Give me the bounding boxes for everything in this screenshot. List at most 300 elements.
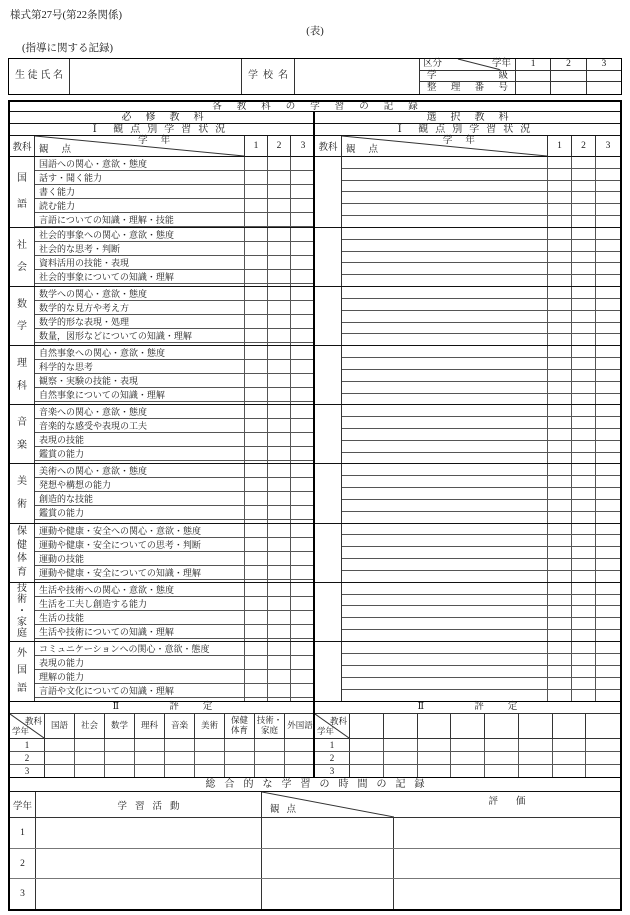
subject-label: 教科	[24, 716, 42, 726]
viewpoint-row	[342, 524, 620, 536]
grade-cell	[596, 252, 620, 263]
viewpoint-cell: 数量，図形などについての知識・理解	[35, 329, 245, 342]
grade-cell	[291, 228, 315, 241]
grade-cell	[572, 618, 596, 629]
viewpoint-cell: 音楽的な感受や表現の工夫	[35, 419, 245, 432]
activity-cell	[36, 849, 262, 879]
viewpoint-rows	[342, 287, 620, 345]
grade-cell	[245, 213, 268, 226]
grade-cell	[548, 488, 572, 499]
viewpoint-cell	[342, 358, 548, 369]
grade-cell	[418, 739, 452, 751]
viewpoint-cell	[262, 818, 394, 848]
grade-cell	[572, 346, 596, 357]
grade-cell	[418, 752, 452, 764]
grade-cell	[268, 360, 291, 373]
section1-header-elective: Ⅰ 観点別学習状況	[315, 124, 620, 136]
viewpoint-row	[342, 500, 620, 512]
hyotei-subject-header: 保健 体育	[225, 714, 255, 738]
evaluation-col-header: 評価	[488, 797, 544, 807]
grade-cell	[548, 299, 572, 310]
hyotei-subject-header: 外国語	[287, 720, 313, 731]
grade-cell	[572, 654, 596, 665]
grade-cell	[596, 216, 620, 227]
hyotei-subject-header	[384, 714, 418, 738]
grade-cell	[291, 343, 315, 345]
grade-cell	[596, 417, 620, 428]
viewpoint-row	[35, 346, 315, 360]
grade-cell	[596, 630, 620, 641]
grade-cell	[553, 752, 587, 764]
viewpoint-cell	[342, 192, 548, 203]
viewpoint-cell	[342, 157, 548, 168]
viewpoint-cell	[342, 216, 548, 227]
viewpoint-cell: 社会的な思考・判断	[35, 242, 245, 255]
viewpoint-row	[342, 690, 620, 701]
viewpoint-row	[342, 429, 620, 441]
viewpoint-cell	[342, 441, 548, 452]
grade-cell	[268, 580, 291, 582]
grade-cell	[245, 520, 268, 522]
year-3-col-header: 3	[291, 136, 315, 157]
year-cell: 2	[10, 752, 45, 764]
viewpoint-cell	[342, 476, 548, 487]
viewpoint-row	[342, 559, 620, 571]
grade-cell	[548, 690, 572, 701]
subject-block	[315, 346, 620, 405]
grade-cell	[596, 405, 620, 416]
grade-cell	[548, 275, 572, 286]
viewpoint-row	[342, 334, 620, 345]
year-label: 学年	[317, 726, 335, 736]
viewpoint-cell: 運動や健康・安全についての知識・理解	[35, 566, 245, 579]
grade-cell	[596, 583, 620, 594]
grade-cell	[245, 171, 268, 184]
elective-observation-table	[315, 157, 620, 701]
evaluation-cell	[394, 879, 620, 909]
grade-cell	[548, 370, 572, 381]
grade-cell	[268, 157, 291, 170]
viewpoint-cell: 資料活用の技能・表現	[35, 256, 245, 269]
section1-header-required: Ⅰ 観点別学習状況	[10, 124, 315, 136]
grade-cell	[596, 204, 620, 215]
viewpoint-row	[342, 464, 620, 476]
grade-cell	[195, 739, 225, 751]
viewpoint-row	[342, 228, 620, 240]
evaluation-cell	[394, 849, 620, 879]
grade-cell	[268, 597, 291, 610]
grade-cell	[596, 595, 620, 606]
grade-cell	[572, 559, 596, 570]
grade-cell	[268, 270, 291, 283]
grade-cell	[165, 752, 195, 764]
grade-cell	[245, 343, 268, 345]
class-field	[515, 71, 550, 83]
class-field	[550, 71, 585, 83]
year-label: 学年	[491, 59, 511, 69]
hyotei-subject-header	[485, 714, 519, 738]
grade-cell	[245, 270, 268, 283]
required-observation-table	[10, 157, 315, 701]
grade-cell	[268, 566, 291, 579]
viewpoint-cell	[35, 461, 245, 463]
viewpoint-row	[35, 256, 315, 270]
grade-cell	[572, 358, 596, 369]
grade-cell	[596, 346, 620, 357]
grade-cell	[268, 642, 291, 655]
grade-cell	[596, 394, 620, 405]
year-2-col-header: 2	[268, 136, 291, 157]
grade-cell	[548, 464, 572, 475]
hyotei-subject-header	[451, 714, 485, 738]
viewpoint-cell: 表現の技能	[35, 433, 245, 446]
grade-cell	[548, 559, 572, 570]
grade-cell	[572, 630, 596, 641]
grade-cell	[291, 611, 315, 624]
viewpoint-cell: 運動や健康・安全への関心・意欲・態度	[35, 524, 245, 537]
subject-block	[10, 583, 315, 642]
grade-cell	[548, 666, 572, 677]
grade-cell	[548, 382, 572, 393]
viewpoint-cell: 表現の能力	[35, 656, 245, 669]
grade-cell	[548, 181, 572, 192]
grade-cell	[596, 240, 620, 251]
grade-cell	[245, 524, 268, 537]
grade-cell	[596, 488, 620, 499]
grade-cell	[268, 185, 291, 198]
viewpoint-cell	[342, 571, 548, 582]
subject-name	[315, 346, 342, 404]
viewpoint-cell: 言語についての知識・理解・技能	[35, 213, 245, 226]
grade-cell	[596, 512, 620, 523]
activity-cell	[36, 818, 262, 848]
grade-cell	[291, 642, 315, 655]
grade-cell	[572, 192, 596, 203]
viewpoint-cell	[342, 204, 548, 215]
hyotei-subject-header	[553, 714, 587, 738]
grade-cell	[548, 394, 572, 405]
grade-cell	[572, 583, 596, 594]
grade-cell	[291, 256, 315, 269]
viewpoint-rows	[342, 346, 620, 404]
viewpoint-cell	[342, 642, 548, 653]
viewpoint-cell	[342, 606, 548, 617]
viewpoint-row	[35, 185, 315, 199]
grade-cell	[245, 242, 268, 255]
grade-cell	[572, 678, 596, 689]
grade-cell	[291, 185, 315, 198]
grade-cell	[291, 419, 315, 432]
subject-name: 社 会	[10, 228, 35, 286]
grade-cell	[268, 213, 291, 226]
grade-cell	[268, 228, 291, 241]
elective-hyotei-table	[315, 701, 620, 777]
subject-year-header	[315, 714, 350, 738]
viewpoint-row	[342, 595, 620, 607]
grade-cell	[268, 199, 291, 212]
grade-cell	[291, 447, 315, 460]
viewpoint-cell: 創造的な技能	[35, 492, 245, 505]
viewpoint-rows	[35, 405, 315, 463]
integrated-row	[10, 879, 620, 909]
viewpoint-row	[342, 346, 620, 358]
viewpoint-row	[342, 311, 620, 323]
viewpoint-row	[35, 520, 315, 522]
grade-cell	[572, 240, 596, 251]
record-title: (指導に関する記録)	[22, 43, 113, 54]
grade-cell	[291, 346, 315, 359]
evaluation-cell	[394, 818, 620, 848]
year-3-col-header: 3	[596, 136, 620, 157]
grade-cell	[268, 433, 291, 446]
grade-cell	[268, 256, 291, 269]
serial-number-field	[586, 82, 621, 94]
year-col-header: 学年	[10, 792, 36, 817]
grade-cell	[268, 625, 291, 638]
grade-cell	[268, 374, 291, 387]
grade-cell	[572, 547, 596, 558]
grade-cell	[596, 571, 620, 582]
viewpoint-row	[342, 394, 620, 405]
grade-cell	[245, 199, 268, 212]
viewpoint-rows	[35, 583, 315, 641]
subject-name: 保 健 体 育	[10, 524, 35, 582]
grade-cell	[548, 346, 572, 357]
viewpoint-row	[35, 301, 315, 315]
viewpoint-cell: 自然事象への関心・意欲・態度	[35, 346, 245, 359]
grade-cell	[245, 597, 268, 610]
viewpoint-cell: 生活の技能	[35, 611, 245, 624]
required-subjects-header: 必修教科	[10, 112, 315, 124]
viewpoint-cell	[35, 520, 245, 522]
grade-cell	[596, 535, 620, 546]
viewpoint-row	[35, 478, 315, 492]
integrated-study-table	[10, 792, 620, 909]
grade-cell	[245, 287, 268, 300]
grade-cell	[285, 739, 315, 751]
grade-cell	[548, 571, 572, 582]
division-year-header	[420, 59, 515, 71]
grade-cell	[245, 185, 268, 198]
viewpoint-row	[35, 461, 315, 463]
grade-cell	[291, 171, 315, 184]
viewpoint-row	[35, 656, 315, 670]
year-cell: 3	[10, 879, 36, 909]
grade-cell	[291, 492, 315, 505]
grade-cell	[291, 520, 315, 522]
grade-cell	[291, 213, 315, 226]
viewpoint-cell	[342, 370, 548, 381]
hyotei-subject-header	[350, 714, 384, 738]
viewpoint-cell	[262, 879, 394, 909]
subject-name	[315, 642, 342, 701]
grade-cell	[268, 242, 291, 255]
hyotei-title: Ⅱ 評定	[10, 702, 315, 714]
viewpoint-cell	[342, 275, 548, 286]
viewpoint-rows	[35, 524, 315, 582]
viewpoint-cell	[342, 512, 548, 523]
year-label: 学年	[442, 136, 488, 146]
grade-cell	[548, 405, 572, 416]
grade-cell	[596, 500, 620, 511]
viewpoint-row	[342, 535, 620, 547]
serial-number-field	[550, 82, 585, 94]
year-3-header: 3	[586, 59, 621, 71]
viewpoint-cell	[342, 287, 548, 298]
grade-cell	[572, 334, 596, 345]
viewpoint-row	[35, 157, 315, 171]
grade-cell	[596, 157, 620, 168]
viewpoint-cell	[342, 263, 548, 274]
grade-cell	[291, 552, 315, 565]
grade-cell	[572, 453, 596, 464]
viewpoint-row	[35, 199, 315, 213]
grade-cell	[485, 752, 519, 764]
school-name-label: 学校名	[242, 59, 295, 94]
year-cell: 1	[10, 739, 45, 751]
viewpoint-rows	[342, 464, 620, 522]
year-cell: 3	[315, 765, 350, 778]
viewpoint-row	[342, 453, 620, 464]
grade-cell	[245, 228, 268, 241]
grade-cell	[105, 739, 135, 751]
viewpoint-label: 観点	[346, 145, 392, 155]
hyotei-subject-header	[519, 714, 553, 738]
grade-cell	[572, 476, 596, 487]
grade-cell	[596, 228, 620, 239]
grade-cell	[596, 429, 620, 440]
activity-col-header: 学習活動	[36, 792, 262, 817]
grade-cell	[548, 547, 572, 558]
grade-cell	[245, 419, 268, 432]
viewpoint-row	[342, 382, 620, 394]
viewpoint-row	[35, 213, 315, 227]
grade-cell	[245, 670, 268, 683]
hyotei-title: Ⅱ 評定	[315, 702, 620, 714]
grade-cell	[596, 311, 620, 322]
grade-cell	[245, 301, 268, 314]
viewpoint-cell: 観察・実験の技能・表現	[35, 374, 245, 387]
grade-cell	[245, 611, 268, 624]
hyotei-year-row	[10, 752, 315, 765]
subject-block	[10, 524, 315, 583]
grade-cell	[596, 559, 620, 570]
grade-cell	[135, 752, 165, 764]
grade-cell	[572, 464, 596, 475]
year-cell: 2	[10, 849, 36, 879]
grade-cell	[268, 478, 291, 491]
viewpoint-row	[342, 666, 620, 678]
grade-cell	[572, 311, 596, 322]
grade-cell	[245, 639, 268, 641]
grade-cell	[548, 429, 572, 440]
grade-cell	[596, 547, 620, 558]
viewpoint-row	[35, 639, 315, 641]
grade-cell	[596, 606, 620, 617]
grade-cell	[268, 684, 291, 697]
viewpoint-row	[342, 204, 620, 216]
grade-cell	[291, 656, 315, 669]
viewpoint-cell	[342, 535, 548, 546]
subject-block	[315, 642, 620, 701]
grade-cell	[572, 216, 596, 227]
grade-cell	[291, 360, 315, 373]
grade-cell	[225, 752, 255, 764]
grade-cell	[291, 583, 315, 596]
grade-cell	[268, 346, 291, 359]
viewpoint-cell	[342, 618, 548, 629]
hyotei-year-row	[315, 739, 620, 752]
grade-cell	[596, 370, 620, 381]
subject-block	[10, 642, 315, 701]
viewpoint-cell: 数学への関心・意欲・態度	[35, 287, 245, 300]
hyotei-subject-header: 理科	[135, 714, 165, 738]
viewpoint-cell	[342, 252, 548, 263]
subject-col-header: 教科	[315, 136, 342, 157]
grade-cell	[548, 595, 572, 606]
grade-cell	[45, 739, 75, 751]
grade-cell	[268, 524, 291, 537]
subject-block	[315, 583, 620, 642]
grade-cell	[291, 388, 315, 401]
grade-cell	[245, 580, 268, 582]
grade-cell	[596, 287, 620, 298]
integrated-row	[10, 818, 620, 849]
grade-cell	[268, 656, 291, 669]
grade-cell	[572, 417, 596, 428]
grade-cell	[245, 506, 268, 519]
viewpoint-cell: 社会的事象についての知識・理解	[35, 270, 245, 283]
grade-cell	[245, 538, 268, 551]
viewpoint-row	[342, 642, 620, 654]
grade-cell	[548, 524, 572, 535]
subject-name	[315, 405, 342, 463]
grade-cell	[548, 583, 572, 594]
subject-block	[10, 405, 315, 464]
grade-cell	[291, 464, 315, 477]
grade-cell	[268, 464, 291, 477]
grade-cell	[548, 169, 572, 180]
viewpoint-cell: 言語や文化についての知識・理解	[35, 684, 245, 697]
viewpoint-cell: 美術への関心・意欲・態度	[35, 464, 245, 477]
grade-cell	[572, 666, 596, 677]
viewpoint-cell	[342, 453, 548, 464]
viewpoint-row	[342, 476, 620, 488]
viewpoint-rows	[35, 228, 315, 286]
grade-cell	[596, 476, 620, 487]
viewpoint-cell	[35, 402, 245, 404]
activity-cell	[36, 879, 262, 909]
viewpoint-row	[35, 402, 315, 404]
viewpoint-cell	[342, 500, 548, 511]
grade-cell	[596, 453, 620, 464]
grade-cell	[596, 618, 620, 629]
viewpoint-row	[342, 287, 620, 299]
grade-cell	[596, 666, 620, 677]
viewpoint-cell: 国語への関心・意欲・態度	[35, 157, 245, 170]
elective-subjects-header: 選択教科	[315, 112, 620, 124]
grade-cell	[572, 204, 596, 215]
subject-year-header	[10, 714, 45, 738]
viewpoint-row	[342, 252, 620, 264]
viewpoint-cell	[262, 849, 394, 879]
grade-cell	[548, 476, 572, 487]
subject-name	[315, 228, 342, 286]
viewpoint-row	[35, 524, 315, 538]
subject-block	[315, 464, 620, 523]
grade-cell	[572, 287, 596, 298]
grade-cell	[291, 566, 315, 579]
